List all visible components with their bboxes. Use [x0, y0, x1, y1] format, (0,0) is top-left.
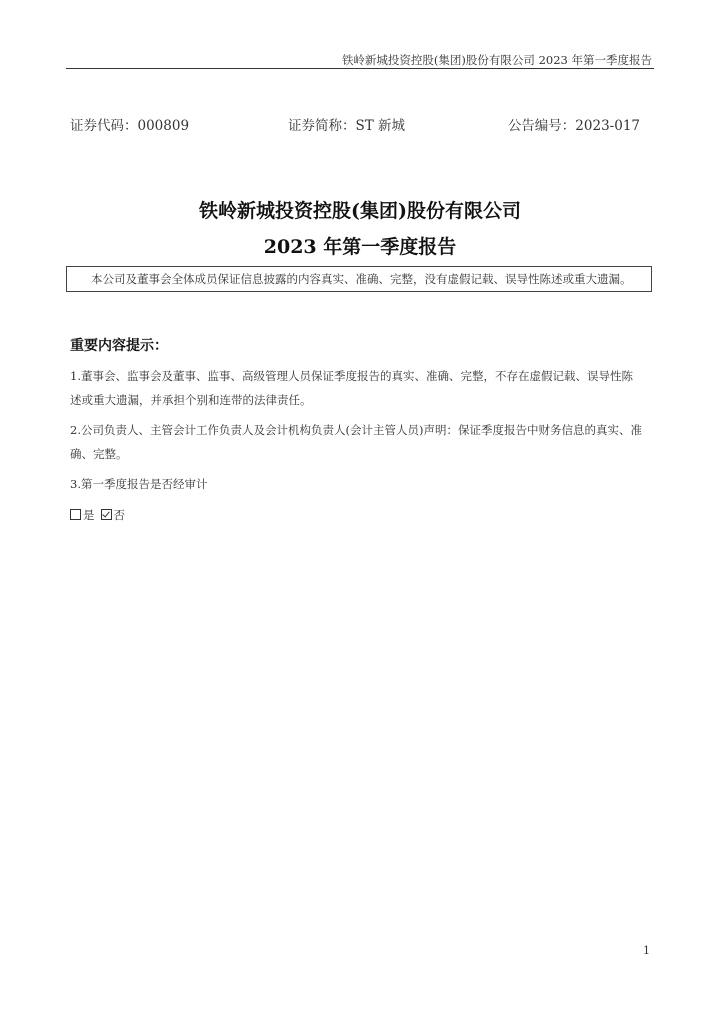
meta-row [70, 114, 640, 134]
section-heading: 重要内容提示： [70, 338, 168, 354]
statement-item-1: 1.董事会、监事会及董事、监事、高级管理人员保证季度报告的真实、准确、完整，不存在虚假记载、误导性陈述或重大遗漏，并承担个别和连带的法律责任。 [70, 369, 633, 407]
checkbox-no-checked-icon [101, 509, 112, 520]
disclosure-notice: 本公司及董事会全体成员保证信息披露的内容真实、准确、完整，没有虚假记载、误导性陈述或重大遗漏。 [66, 266, 652, 292]
audit-question: 3.第一季度报告是否经审计 [70, 477, 208, 491]
company-title: 铁岭新城投资控股(集团)股份有限公司 [199, 200, 521, 222]
option-yes-label: 是 [83, 508, 95, 522]
checkbox-yes-icon [70, 509, 81, 520]
option-no-label: 否 [113, 508, 125, 522]
audit-options [70, 506, 125, 524]
announcement-number: 公告编号：2023-017 [507, 118, 640, 134]
statement-item-2: 2.公司负责人、主管会计工作负责人及会计机构负责人(会计主管人员)声明：保证季度报告中财务信息的真实、准确、完整。 [70, 423, 642, 461]
header-rule [66, 68, 654, 69]
report-title: 2023 年第一季度报告 [263, 236, 457, 258]
running-header: 铁岭新城投资控股(集团)股份有限公司 2023 年第一季度报告 [341, 53, 652, 67]
page-number: 1 [643, 944, 650, 957]
security-code: 证券代码：000809 [70, 118, 190, 134]
security-abbreviation: 证券简称：ST 新城 [288, 118, 406, 134]
